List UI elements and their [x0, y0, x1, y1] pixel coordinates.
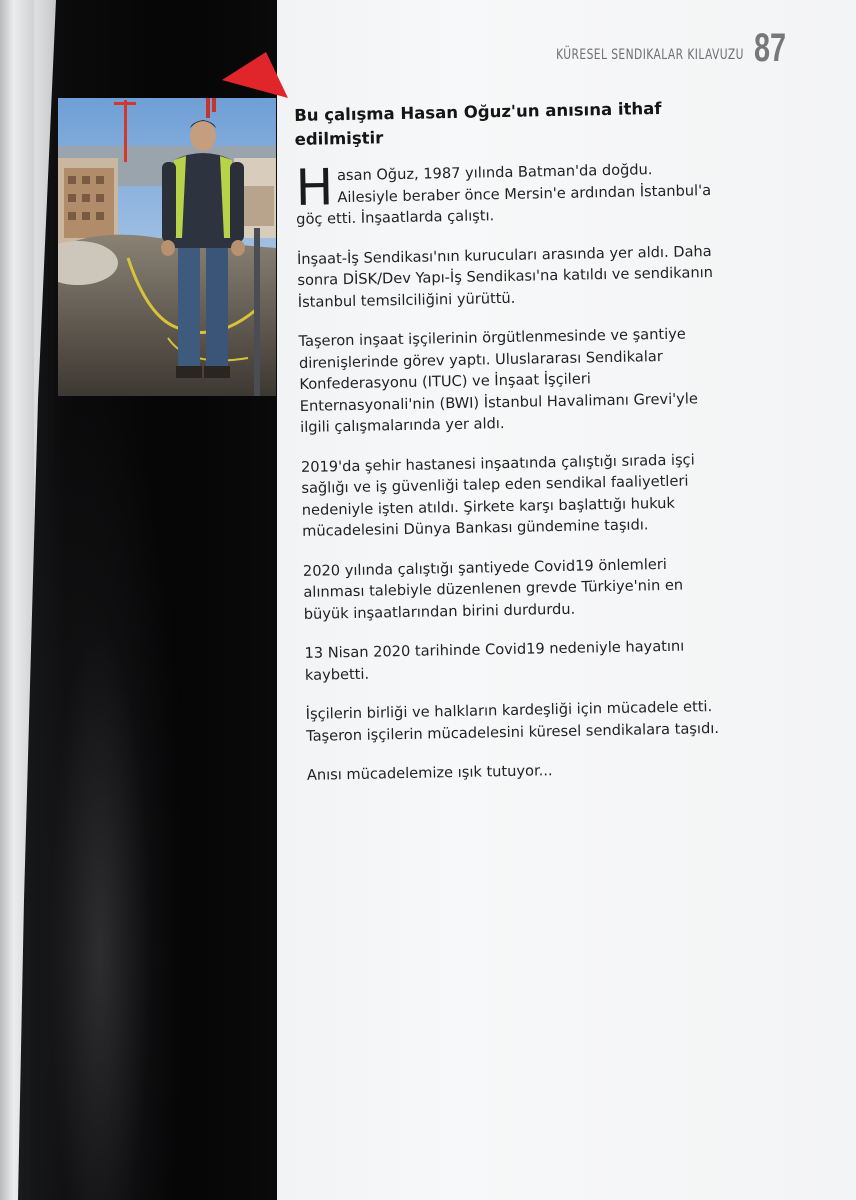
dedication-heading: Bu çalışma Hasan Oğuz'un anısına ithaf edilmiştir — [294, 98, 662, 149]
header-title: KÜRESEL SENDIKALAR KILAVUZU — [555, 47, 744, 63]
closing-line: Anısı mücadelemize ışık tutuyor... — [306, 762, 553, 784]
memorial-text — [294, 96, 727, 786]
paragraph-organizing: Taşeron inşaat işçilerinin örgütlenmesinde ve şantiye direnişlerinde görev yaptı. Uluslararası Sendikalar Konfederasyonu (ITUC) ve İnşaat İşçileri Enternasyonali'nin (BWI) İstanbul Havalimanı Grevi'yle ilgili çalışmalarında yer aldı. — [298, 325, 698, 436]
paragraph-birth: Hasan Oğuz, 1987 yılında Batman'da doğdu. Ailesiyle beraber önce Mersin'e ardından İstanbul'a göç etti. İnşaatlarda çalıştı. — [295, 158, 712, 228]
paragraph-legacy: İşçilerin birliği ve halkların kardeşliği için mücadele etti. Taşeron işçilerin mücadelesini küresel sendikalara taşıdı. — [305, 698, 720, 745]
paragraph-union: İnşaat-İş Sendikası'nın kurucuları arasında yer aldı. Daha sonra DİSK/Dev Yapı-İş Sendikası'na katıldı ve sendikanın İstanbul temsilciliğini yürüttü. — [296, 242, 714, 311]
red-arrow-icon — [222, 52, 288, 100]
paragraph-dismissal: 2019'da şehir hastanesi inşaatında çalıştığı sırada işçi sağlığı ve iş güvenliği talep eden sendikal faaliyetleri nedeniyle işten atıldı. Şirkete karşı başlattığı hukuk mücadelesini Dünya Bankası gündemine taşıdı. — [300, 450, 695, 540]
portrait-photo — [58, 98, 276, 396]
page-number: 87 — [753, 26, 786, 70]
paragraph-strike: 2020 yılında çalıştığı şantiyede Covid19 önlemleri alınması talebiyle düzenlenen grevde Türkiye'nin en büyük inşaatlarından birini durdurdu. — [302, 555, 684, 623]
running-header — [523, 28, 798, 68]
paragraph-death: 13 Nisan 2020 tarihinde Covid19 nedeniyle hayatını kaybetti. — [304, 637, 685, 684]
